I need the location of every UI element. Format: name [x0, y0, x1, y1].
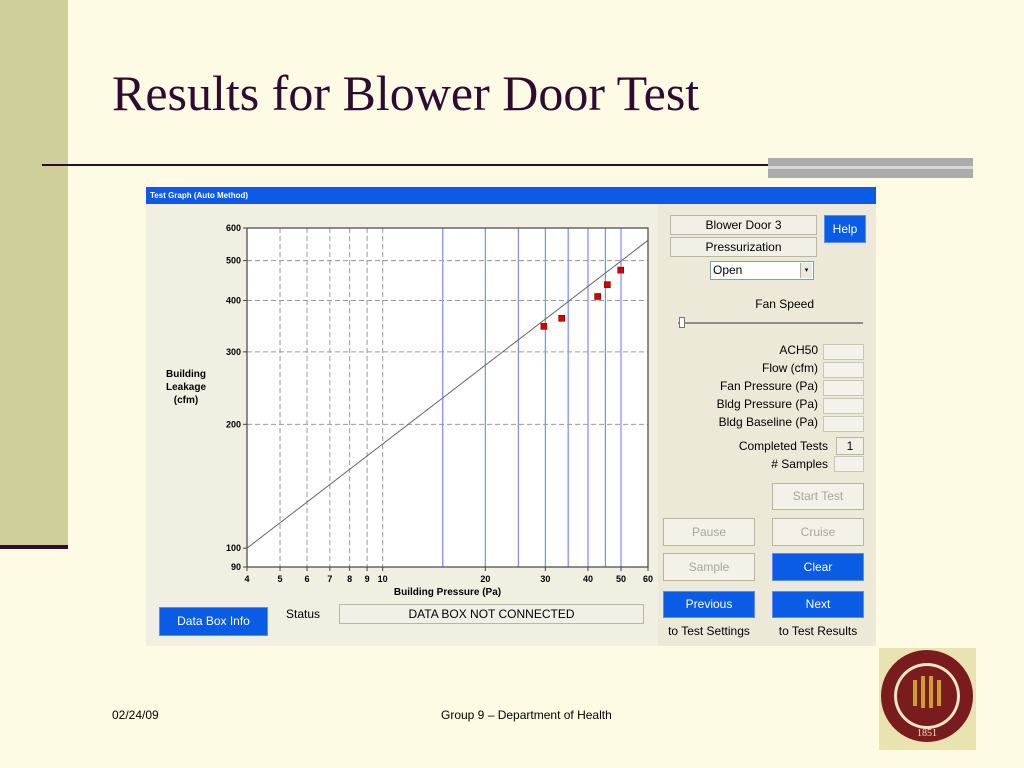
- slide-title: Results for Blower Door Test: [112, 65, 700, 121]
- x-tick-label: 30: [540, 574, 551, 584]
- x-tick-label: 50: [615, 574, 627, 584]
- y-tick-label: 300: [225, 346, 241, 357]
- readout-label: Bldg Baseline (Pa): [718, 415, 818, 429]
- x-tick-label: 5: [277, 574, 283, 584]
- y-tick-label: 600: [225, 223, 241, 233]
- x-tick-label: 4: [244, 574, 250, 584]
- x-tick-label: 7: [327, 574, 333, 584]
- data-point: [559, 315, 565, 321]
- x-tick-label: 8: [347, 574, 353, 584]
- device-field: Blower Door 3: [670, 215, 817, 235]
- readout-label: Flow (cfm): [762, 361, 818, 375]
- x-axis-label: Building Pressure (Pa): [393, 587, 502, 598]
- y-tick-label: 90: [230, 562, 241, 572]
- building-leakage-chart: [146, 187, 658, 646]
- samples-label: # Samples: [771, 457, 828, 471]
- help-button[interactable]: Help: [824, 215, 866, 243]
- readout-label: ACH50: [779, 343, 818, 357]
- title-accent-block: [768, 158, 973, 178]
- svg-text:1851: 1851: [917, 728, 937, 739]
- y-axis-label: Building: [166, 369, 206, 380]
- slide-side-rule: [0, 545, 68, 549]
- readout-value: [823, 416, 864, 432]
- x-tick-label: 10: [377, 574, 388, 584]
- x-tick-label: 60: [642, 574, 654, 584]
- y-axis-label: (cfm): [173, 395, 199, 406]
- completed-tests-value: 1: [836, 437, 864, 455]
- y-tick-label: 100: [225, 543, 241, 554]
- samples-value: [834, 456, 864, 472]
- readout-value: [823, 380, 864, 396]
- footer-center-text: Group 9 – Department of Health: [441, 708, 612, 722]
- y-axis-label: Leakage: [165, 382, 207, 393]
- data-point: [541, 323, 547, 329]
- readout-value: [823, 344, 864, 360]
- x-tick-label: 20: [480, 574, 491, 584]
- readout-value: [823, 362, 864, 378]
- fan-speed-slider-track: [678, 322, 863, 324]
- slide-side-bar: [0, 0, 68, 545]
- test-graph-window: [146, 187, 876, 646]
- fan-speed-slider-thumb[interactable]: [679, 317, 685, 328]
- y-tick-label: 500: [225, 255, 241, 266]
- start-test-button[interactable]: Start Test: [772, 483, 864, 510]
- fan-speed-label: Fan Speed: [755, 297, 814, 311]
- readout-value: [823, 398, 864, 414]
- x-tick-label: 9: [364, 574, 370, 584]
- previous-caption: to Test Settings: [668, 624, 750, 638]
- previous-button[interactable]: Previous: [663, 591, 755, 618]
- configuration-select-value: Open: [713, 263, 743, 277]
- status-label: Status: [286, 607, 321, 621]
- seal-icon: [879, 648, 976, 750]
- mode-field: Pressurization: [670, 237, 817, 257]
- pause-button[interactable]: Pause: [663, 518, 755, 546]
- cruise-button[interactable]: Cruise: [772, 518, 864, 546]
- sample-button[interactable]: Sample: [663, 553, 755, 581]
- chevron-down-icon[interactable]: ▾: [800, 263, 812, 278]
- readout-label: Fan Pressure (Pa): [719, 379, 818, 393]
- window-title: Test Graph (Auto Method): [146, 187, 876, 204]
- clear-button[interactable]: Clear: [772, 553, 864, 581]
- readout-label: Bldg Pressure (Pa): [716, 397, 818, 411]
- next-caption: to Test Results: [778, 624, 858, 638]
- x-tick-label: 6: [304, 574, 310, 584]
- y-tick-label: 400: [225, 295, 241, 306]
- data-point: [604, 282, 610, 288]
- data-point: [618, 267, 624, 273]
- data-box-info-button[interactable]: Data Box Info: [159, 607, 268, 636]
- y-tick-label: 200: [225, 419, 241, 430]
- configuration-select[interactable]: [710, 261, 814, 280]
- next-button[interactable]: Next: [772, 591, 864, 618]
- data-point: [595, 293, 601, 299]
- university-seal-logo: [879, 648, 976, 750]
- footer-date: 02/24/09: [112, 708, 159, 722]
- status-field: DATA BOX NOT CONNECTED: [339, 604, 644, 624]
- x-tick-label: 40: [582, 574, 593, 584]
- completed-tests-label: Completed Tests: [738, 439, 828, 453]
